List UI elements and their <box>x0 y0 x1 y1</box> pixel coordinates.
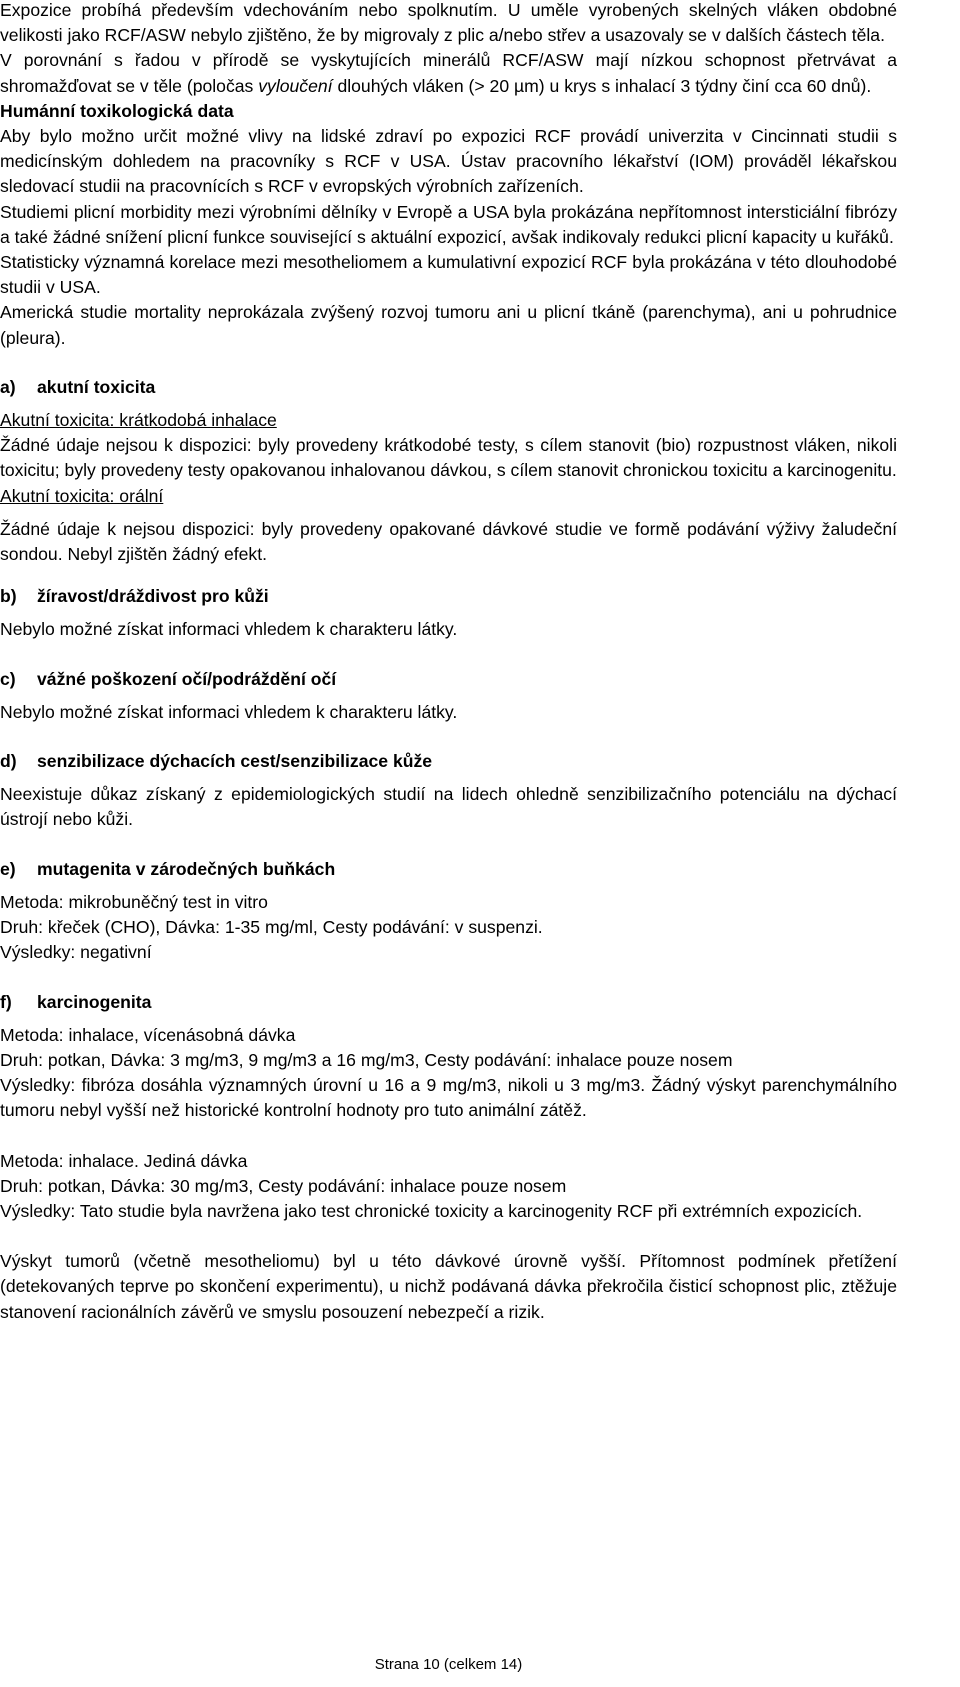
section-d-label: d) <box>0 751 17 772</box>
study-2-species: Druh: potkan, Dávka: 30 mg/m3, Cesty podávání: inhalace pouze nosem <box>0 1175 567 1196</box>
section-d-text: Neexistuje důkaz získaný z epidemiologických studií na lidech ohledně senzibilizačního potenciálu na dýchací ústrojí nebo kůži. <box>0 784 897 830</box>
section-b-title: žíravost/dráždivost pro kůži <box>37 586 269 607</box>
acute-oral-subheading: Akutní toxicita: orální <box>0 485 164 506</box>
section-f-heading <box>0 990 897 1015</box>
acute-inhalation-text: Žádné údaje nejsou k dispozici: byly provedeny krátkodobé testy, s cílem stanovit (bio) rozpustnost vláken, nikoli toxicitu; byly provedeny testy opakovanou inhalovanou dávkou, s cílem stanovit chronickou toxicitu a karcinogenitu. <box>0 435 897 481</box>
study-2-results: Výsledky: Tato studie byla navržena jako test chronické toxicity a karcinogenity RCF při extrémních expozicích. <box>0 1200 863 1221</box>
human-tox-paragraph-3: Statisticky významná korelace mezi mesotheliomem a kumulativní expozicí RCF byla prokázána v této dlouhodobé studii v USA. <box>0 252 897 298</box>
study-1-species: Druh: potkan, Dávka: 3 mg/m3, 9 mg/m3 a 16 mg/m3, Cesty podávání: inhalace pouze nosem <box>0 1049 733 1070</box>
persistence-text-start: V porovnání s řadou v přírodě se vyskytujících minerálů RCF/ASW mají nízkou schopnost přetrvávat a shromažďovat se v těle (poločas <box>0 50 897 96</box>
section-e-label: e) <box>0 858 16 879</box>
persistence-text-end: dlouhých vláken (> 20 µm) u krys s inhalací 3 týdny činí cca 60 dnů). <box>332 75 872 96</box>
mutagenicity-results: Výsledky: negativní <box>0 942 152 963</box>
section-a-label: a) <box>0 376 16 397</box>
acute-oral-text: Žádné údaje k nejsou dispozici: byly provedeny opakované dávkové studie ve formě podávání výživy žaludeční sondou. Nebyl zjištěn žádný efekt. <box>0 518 897 565</box>
section-f-title: karcinogenita <box>37 991 152 1012</box>
section-a-title: akutní toxicita <box>37 376 156 397</box>
study-1-method: Metoda: inhalace, vícenásobná dávka <box>0 1024 296 1045</box>
exposure-paragraph: Expozice probíhá především vdechováním nebo spolknutím. U uměle vyrobených skelných vláken obdobné velikosti jako RCF/ASW nebylo zjištěno, že by migrovaly z plic a/nebo střev a usazovaly se v dalších částech těla. <box>0 0 897 46</box>
section-c-label: c) <box>0 668 16 689</box>
carcinogenicity-conclusion: Výskyt tumorů (včetně mesotheliomu) byl u této dávkové úrovně vyšší. Přítomnost podmínek přetížení (detekovaných teprve po skončení experimentu), u nichž podávaná dávka překročila čisticí schopnost plic, ztěžuje stanovení racionálních závěrů ve smyslu posouzení nebezpečí a rizik. <box>0 1251 897 1322</box>
section-d-heading <box>0 749 897 774</box>
human-tox-heading: Humánní toxikologická data <box>0 100 234 121</box>
acute-inhalation-subheading: Akutní toxicita: krátkodobá inhalace <box>0 410 277 431</box>
section-e-title: mutagenita v zárodečných buňkách <box>37 858 336 879</box>
persistence-italic-word: vyloučení <box>258 75 333 96</box>
section-a-heading <box>0 375 897 400</box>
study-1-results: Výsledky: fibróza dosáhla významných úrovní u 16 a 9 mg/m3, nikoli u 3 mg/m3. Žádný výskyt parenchymálního tumoru nebyl vyšší než historické kontrolní hodnoty pro tuto animální zátěž. <box>0 1075 897 1121</box>
human-tox-paragraph-2: Studiemi plicní morbidity mezi výrobními dělníky v Evropě a USA byla prokázána nepřítomnost intersticiální fibrózy a také žádné snížení plicní funkce související s aktuální expozicí, avšak indikovaly redukci plicní kapacity u kuřáků. <box>0 201 897 247</box>
section-b-heading <box>0 584 897 609</box>
section-b-label: b) <box>0 586 17 607</box>
study-2-method: Metoda: inhalace. Jediná dávka <box>0 1150 248 1171</box>
section-b-text: Nebylo možné získat informaci vhledem k charakteru látky. <box>0 619 458 640</box>
mutagenicity-method: Metoda: mikrobuněčný test in vitro <box>0 891 268 912</box>
mutagenicity-species: Druh: křeček (CHO), Dávka: 1-35 mg/ml, Cesty podávání: v suspenzi. <box>0 917 543 938</box>
section-d-title: senzibilizace dýchacích cest/senzibilizace kůže <box>37 751 433 772</box>
section-e-heading <box>0 857 897 882</box>
section-c-text: Nebylo možné získat informaci vhledem k charakteru látky. <box>0 701 458 722</box>
section-f-label: f) <box>0 991 12 1012</box>
section-c-title: vážné poškození očí/podráždění očí <box>37 668 337 689</box>
section-c-heading <box>0 667 897 692</box>
persistence-paragraph <box>0 48 897 98</box>
human-tox-paragraph-1: Aby bylo možno určit možné vlivy na lidské zdraví po expozici RCF provádí univerzita v Cincinnati studii s medicínským dohledem na pracovníky s RCF v USA. Ústav pracovního lékařství (IOM) prováděl lékařskou sledovací studii na pracovnících s RCF v evropských výrobních zařízeních. <box>0 126 897 197</box>
human-tox-paragraph-4: Americká studie mortality neprokázala zvýšený rozvoj tumoru ani u plicní tkáně (parenchyma), ani u pohrudnice (pleura). <box>0 302 897 348</box>
page-number: Strana 10 (celkem 14) <box>374 1656 523 1673</box>
